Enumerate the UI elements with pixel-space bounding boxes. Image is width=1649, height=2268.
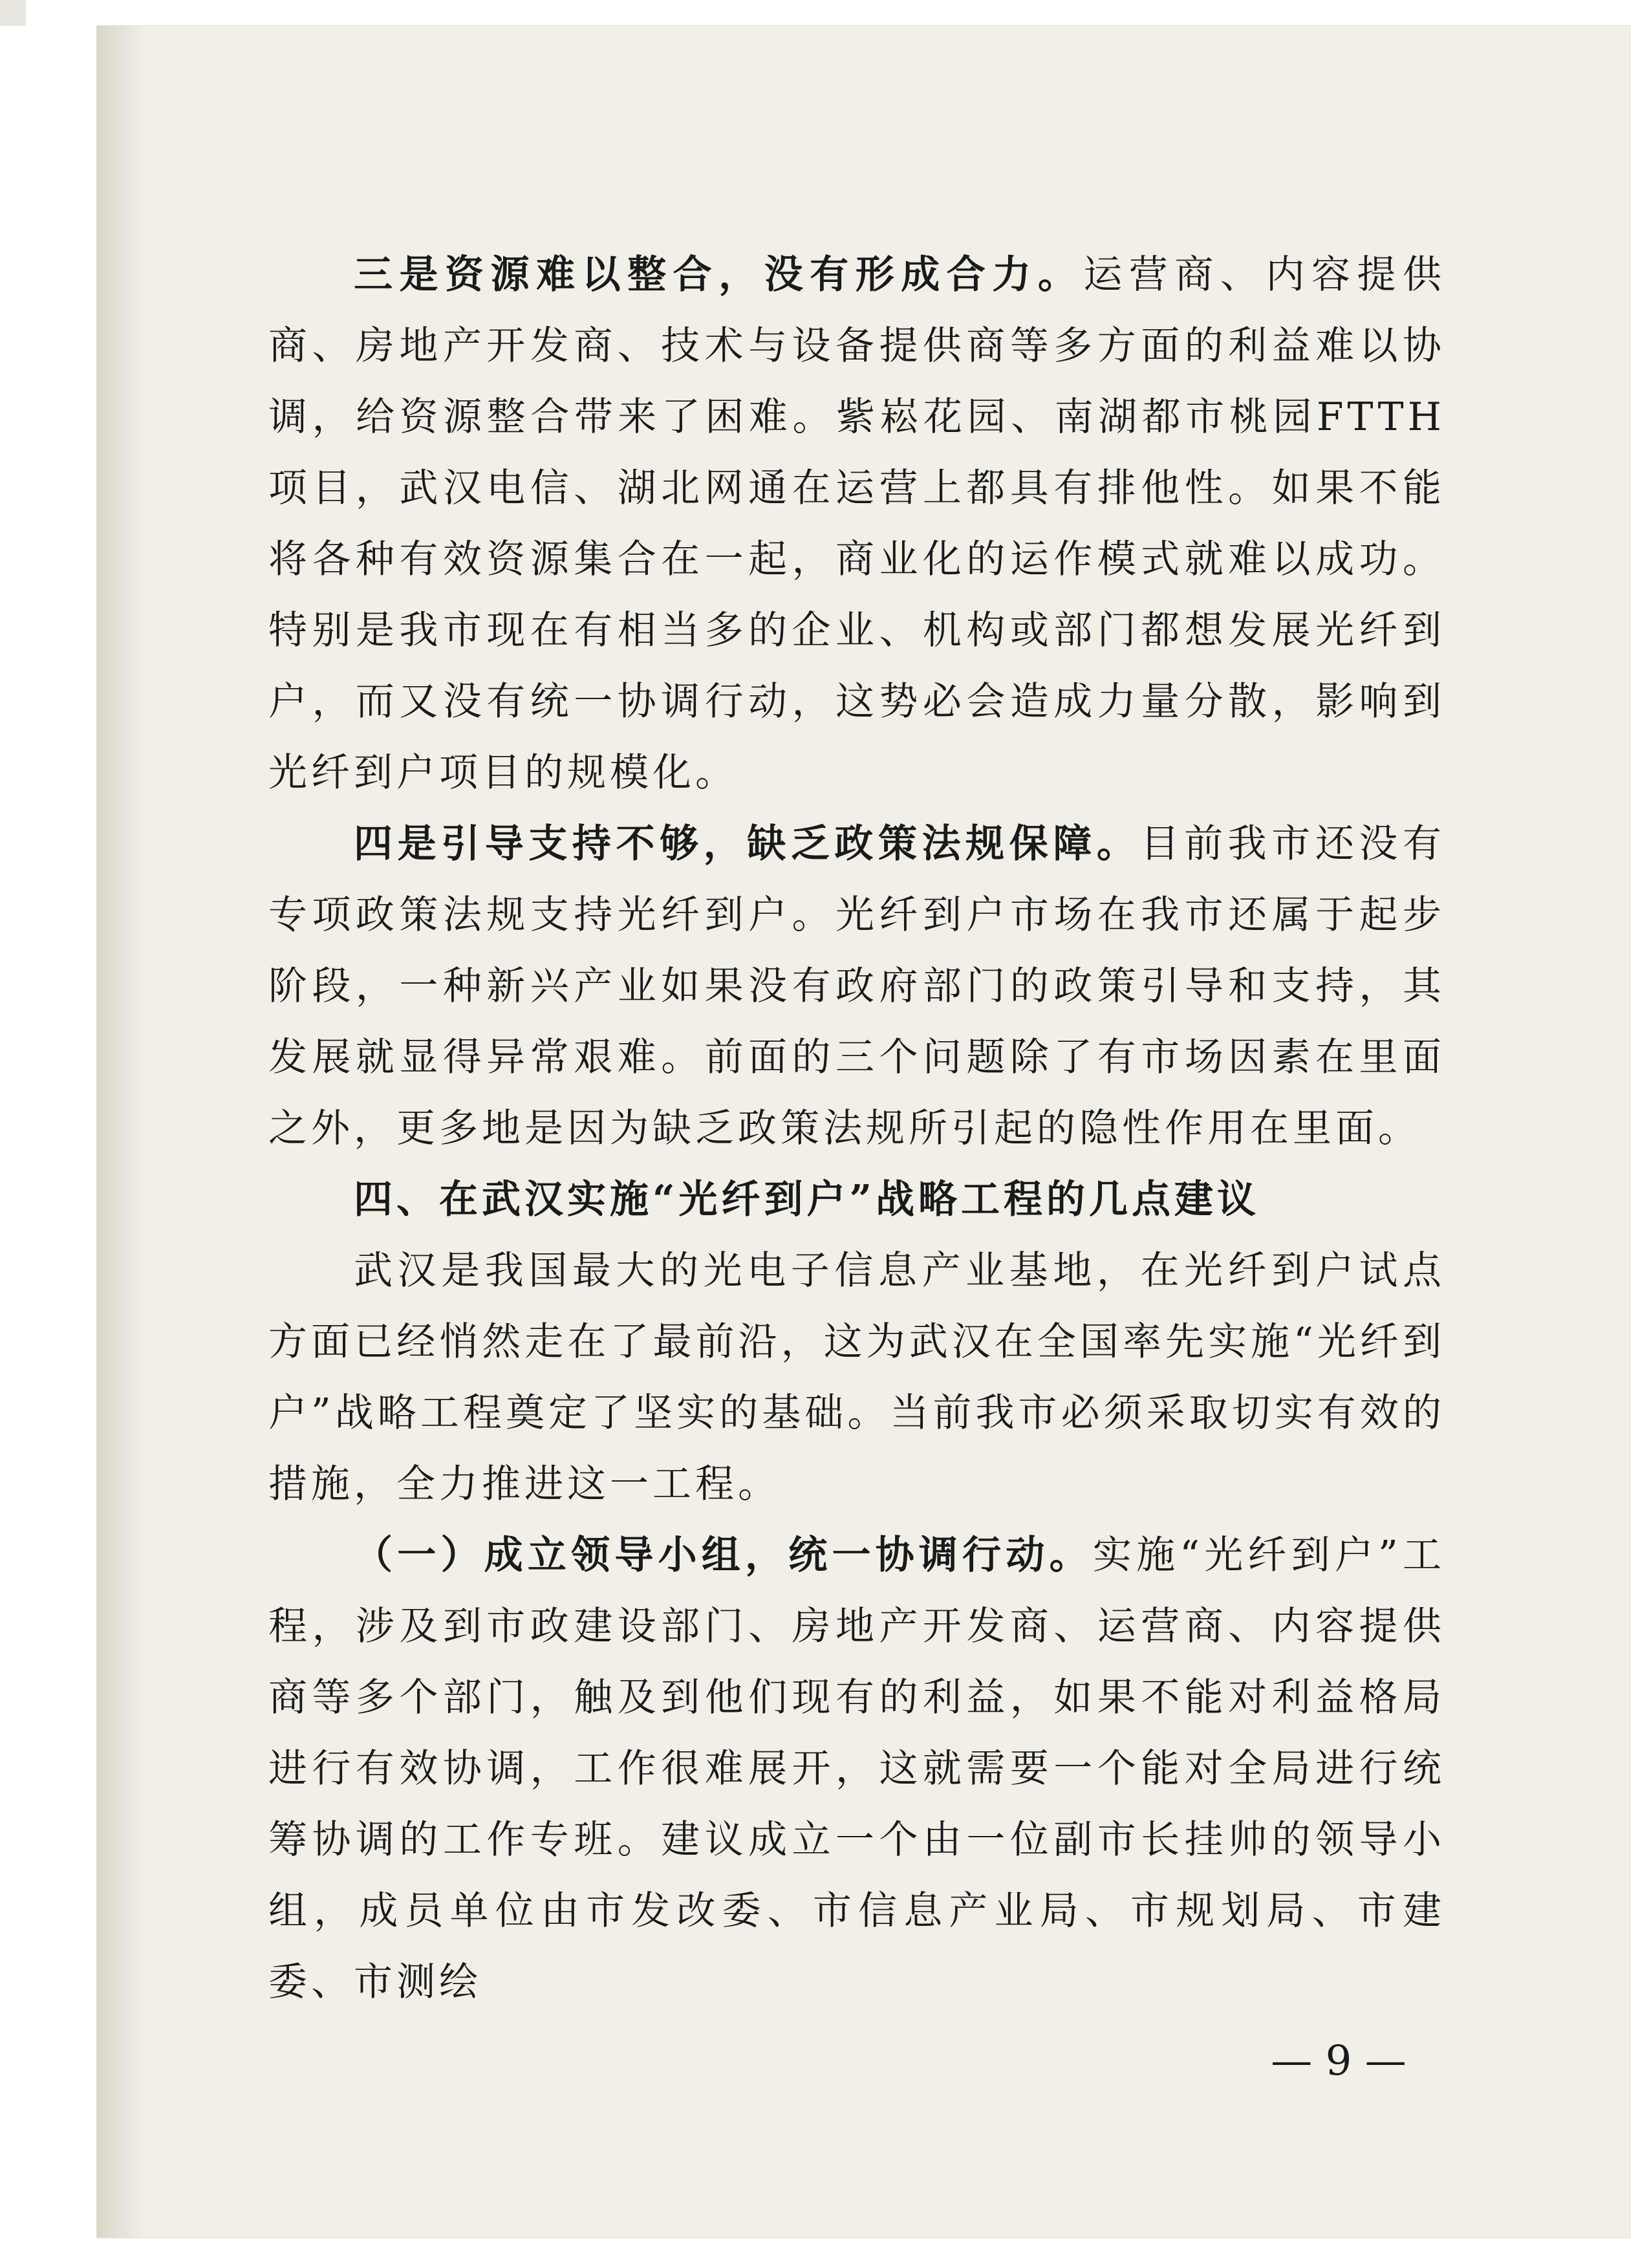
- paragraph-lead: （一）成立领导小组，统一协调行动。: [354, 1533, 1093, 1578]
- paragraph-lead: 四是引导支持不够，缺乏政策法规保障。: [354, 821, 1141, 867]
- paragraph-text: 武汉是我国最大的光电子信息产业基地，在光纤到户试点方面已经悄然走在了最前沿，这为武汉在全国率先实施“光纤到户”战略工程奠定了坚实的基础。当前我市必须采取切实有效的措施，全力推进这一工程。: [268, 1248, 1445, 1507]
- paragraph-policy-support: [268, 808, 1445, 1164]
- paragraph-wuhan-base: [268, 1235, 1445, 1520]
- document-body: [268, 239, 1445, 2018]
- binding-shadow: [97, 26, 142, 2238]
- paragraph-text: 目前我市还没有专项政策法规支持光纤到户。光纤到户市场在我市还属于起步阶段，一种新兴产业如果没有政府部门的政策引导和支持，其发展就显得异常艰难。前面的三个问题除了有市场因素在里面之外，更多地是因为缺乏政策法规所引起的隐性作用在里面。: [268, 821, 1445, 1151]
- page-number: — 9 —: [1271, 2037, 1406, 2085]
- scan-corner: [0, 0, 26, 26]
- paragraph-text: 实施“光纤到户”工程，涉及到市政建设部门、房地产开发商、运营商、内容提供商等多个部门，触及到他们现有的利益，如果不能对利益格局进行有效协调，工作很难展开，这就需要一个能对全局进行统筹协调的工作专班。建议成立一个由一位副市长挂帅的领导小组，成员单位由市发改委、市信息产业局、市规划局、市建委、市测绘: [268, 1533, 1445, 2005]
- paragraph-resource-integration: [268, 239, 1445, 808]
- section-heading: 四、在武汉实施“光纤到户”战略工程的几点建议: [354, 1177, 1260, 1222]
- paragraph-lead: 三是资源难以整合，没有形成合力。: [354, 252, 1084, 297]
- paragraph-leading-group: [268, 1520, 1445, 2018]
- paragraph-text: 运营商、内容提供商、房地产开发商、技术与设备提供商等多方面的利益难以协调，给资源整合带来了困难。紫崧花园、南湖都市桃园FTTH项目，武汉电信、湖北网通在运营上都具有排他性。如果不能将各种有效资源集合在一起，商业化的运作模式就难以成功。特别是我市现在有相当多的企业、机构或部门都想发展光纤到户，而又没有统一协调行动，这势必会造成力量分散，影响到光纤到户项目的规模化。: [268, 252, 1446, 795]
